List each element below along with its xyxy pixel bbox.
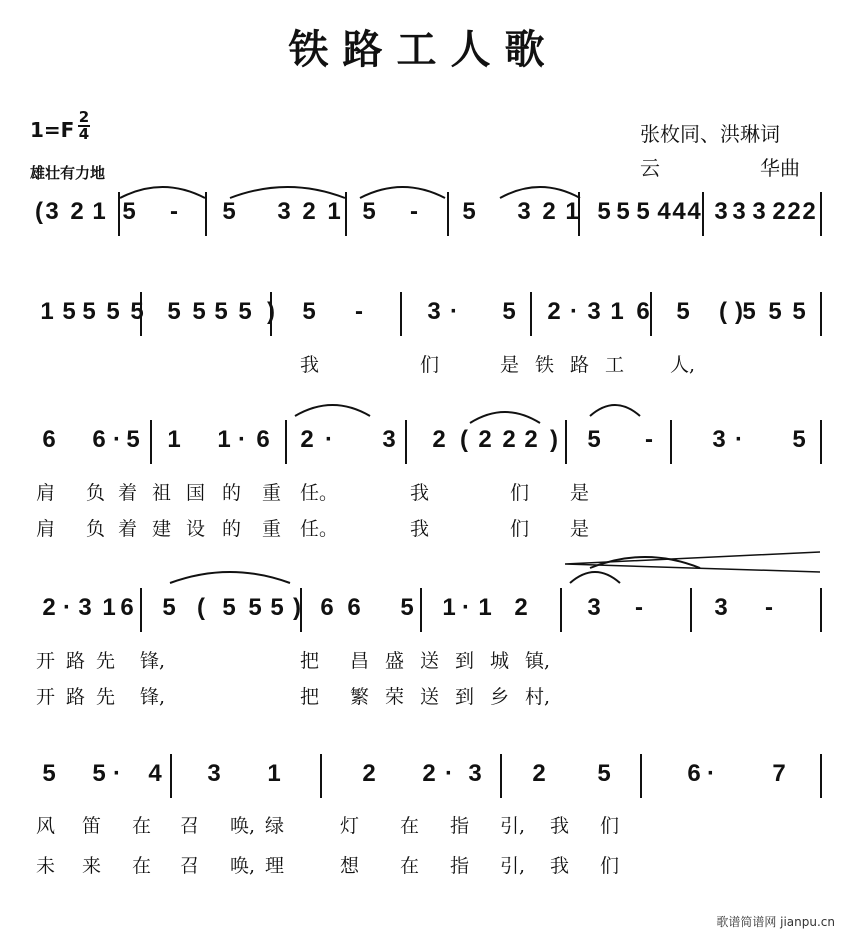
note-2-25: 5 — [792, 298, 806, 325]
lyric-1-4-10: 城 — [490, 650, 510, 672]
lyric-1-3-11: 是 — [570, 482, 590, 504]
note-1-28: 2 — [802, 198, 816, 225]
lyric-2-3-10: 们 — [510, 518, 530, 540]
note-3-4: 5 — [126, 426, 140, 453]
note-1-22: 4 — [687, 198, 701, 225]
lyric-2-5-9: 指 — [450, 855, 470, 877]
lyric-1-4-1: 开 — [36, 650, 56, 672]
lyric-2-3-8: 任。 — [300, 518, 339, 540]
slur-2 — [230, 187, 345, 198]
slur-5 — [295, 405, 370, 416]
site-watermark: 歌谱简谱网 jianpu.cn — [716, 915, 835, 929]
lyric-1-2-7: 人, — [670, 354, 696, 376]
note-4-7: ( — [197, 594, 205, 621]
lyric-1-2-2: 们 — [420, 354, 440, 376]
note-2-24: 5 — [768, 298, 782, 325]
note-1-3: 2 — [70, 198, 84, 225]
lyric-1-5-2: 笛 — [82, 815, 102, 837]
note-4-12: 6 — [320, 594, 334, 621]
key-label: 1=F — [30, 118, 75, 142]
note-4-18: 2 — [514, 594, 528, 621]
note-3-19: - — [645, 426, 653, 453]
lyric-2-4-5: 把 — [300, 686, 320, 708]
note-4-17: 1 — [478, 594, 492, 621]
note-1-19: 5 — [636, 198, 650, 225]
note-2-10: ) — [267, 298, 275, 325]
crescendo-hairpin — [565, 552, 820, 572]
lyric-1-5-5: 唤, — [230, 815, 256, 837]
lyric-2-3-5: 设 — [186, 518, 206, 540]
lyric-2-3-11: 是 — [570, 518, 590, 540]
note-3-7: · — [238, 426, 246, 453]
lyric-1-3-8: 任。 — [300, 482, 339, 504]
note-4-13: 6 — [347, 594, 361, 621]
composer-credit: 华曲 — [760, 156, 800, 180]
note-3-1: 6 — [42, 426, 56, 453]
note-4-10: 5 — [270, 594, 284, 621]
lyric-2-3-6: 的 — [222, 518, 242, 540]
note-3-6: 1 — [217, 426, 231, 453]
note-3-8: 6 — [256, 426, 270, 453]
note-2-4: 5 — [106, 298, 120, 325]
lyric-2-5-6: 理 — [265, 855, 285, 877]
lyric-1-3-3: 着 — [118, 482, 138, 504]
lyric-1-5-3: 在 — [132, 815, 152, 837]
lyricists-credit: 张枚同、洪琳词 — [640, 122, 780, 146]
lyric-1-4-8: 送 — [420, 650, 440, 672]
note-5-14: · — [707, 760, 715, 787]
note-4-20: - — [635, 594, 643, 621]
note-2-22: ( — [719, 298, 727, 325]
lyric-2-5-7: 想 — [340, 855, 360, 877]
note-3-14: 2 — [478, 426, 492, 453]
note-1-17: 5 — [597, 198, 611, 225]
note-5-4: 4 — [148, 760, 162, 787]
note-2-12: - — [355, 298, 363, 325]
lyric-2-4-2: 路 — [66, 686, 86, 708]
lyric-1-5-4: 召 — [180, 815, 200, 837]
note-4-16: · — [462, 594, 470, 621]
note-1-18: 5 — [616, 198, 630, 225]
note-5-9: · — [445, 760, 453, 787]
note-1-21: 4 — [672, 198, 686, 225]
note-4-3: 3 — [78, 594, 92, 621]
note-3-16: 2 — [524, 426, 538, 453]
note-5-6: 1 — [267, 760, 281, 787]
note-1-11: 5 — [362, 198, 376, 225]
lyric-2-5-12: 们 — [600, 855, 620, 877]
song-title: 铁路工人歌 — [288, 26, 559, 73]
note-1-14: 3 — [517, 198, 531, 225]
note-3-13: ( — [460, 426, 468, 453]
tempo-marking: 雄壮有力地 — [30, 164, 106, 182]
note-5-2: 5 — [92, 760, 106, 787]
lyric-1-3-1: 肩 — [36, 482, 56, 504]
note-4-22: - — [765, 594, 773, 621]
lyric-1-5-12: 们 — [600, 815, 620, 837]
note-4-5: 6 — [120, 594, 134, 621]
note-4-1: 2 — [42, 594, 56, 621]
note-2-19: 1 — [610, 298, 624, 325]
note-1-2: 3 — [45, 198, 59, 225]
note-2-7: 5 — [192, 298, 206, 325]
note-3-20: 3 — [712, 426, 726, 453]
lyric-2-5-2: 来 — [82, 855, 102, 877]
note-3-3: · — [113, 426, 121, 453]
note-5-5: 3 — [207, 760, 221, 787]
note-4-11: ) — [293, 594, 301, 621]
note-1-7: 5 — [222, 198, 236, 225]
lyric-2-3-4: 建 — [152, 518, 172, 540]
note-3-22: 5 — [792, 426, 806, 453]
lyric-2-5-8: 在 — [400, 855, 420, 877]
lyric-1-4-9: 到 — [455, 650, 475, 672]
note-3-15: 2 — [502, 426, 516, 453]
note-2-3: 5 — [82, 298, 96, 325]
lyric-1-2-4: 铁 — [535, 354, 555, 376]
lyric-1-2-5: 路 — [570, 354, 590, 376]
lyric-2-5-1: 未 — [36, 855, 56, 877]
lyric-2-4-9: 到 — [455, 686, 475, 708]
lyric-2-4-8: 送 — [420, 686, 440, 708]
note-1-27: 2 — [787, 198, 801, 225]
lyric-1-2-1: 我 — [300, 354, 320, 376]
lyric-2-3-7: 重 — [262, 518, 282, 540]
note-3-17: ) — [550, 426, 558, 453]
lyric-2-5-4: 召 — [180, 855, 200, 877]
note-5-12: 5 — [597, 760, 611, 787]
note-2-8: 5 — [214, 298, 228, 325]
note-1-6: - — [170, 198, 178, 225]
lyric-1-3-5: 国 — [186, 482, 206, 504]
lyric-2-4-7: 荣 — [385, 686, 405, 708]
note-3-10: · — [325, 426, 333, 453]
note-2-20: 6 — [636, 298, 650, 325]
lyric-2-3-2: 负 — [86, 518, 106, 540]
slur-7 — [590, 405, 640, 416]
lyric-2-5-5: 唤, — [230, 855, 256, 877]
note-2-6: 5 — [167, 298, 181, 325]
slur-1 — [120, 187, 205, 198]
note-5-15: 7 — [772, 760, 786, 787]
lyric-2-4-6: 繁 — [350, 686, 370, 708]
slur-4 — [500, 187, 580, 198]
note-4-9: 5 — [248, 594, 262, 621]
lyric-1-3-2: 负 — [86, 482, 106, 504]
note-3-11: 3 — [382, 426, 396, 453]
note-2-14: · — [450, 298, 458, 325]
note-2-11: 5 — [302, 298, 316, 325]
lyric-2-4-3: 先 — [96, 686, 116, 708]
note-3-18: 5 — [587, 426, 601, 453]
note-2-16: 2 — [547, 298, 561, 325]
lyric-1-3-10: 们 — [510, 482, 530, 504]
note-3-2: 6 — [92, 426, 106, 453]
note-4-21: 3 — [714, 594, 728, 621]
note-2-13: 3 — [427, 298, 441, 325]
slur-9 — [170, 572, 290, 583]
lyric-1-5-6: 绿 — [265, 815, 285, 837]
note-5-3: · — [113, 760, 121, 787]
lyric-1-2-3: 是 — [500, 354, 520, 376]
lyric-1-4-3: 先 — [96, 650, 116, 672]
note-1-1: ( — [35, 198, 43, 225]
note-4-15: 1 — [442, 594, 456, 621]
lyric-1-4-5: 把 — [300, 650, 320, 672]
composer-name: 云 — [640, 156, 660, 180]
lyric-2-5-10: 引, — [500, 855, 526, 877]
note-2-18: 3 — [587, 298, 601, 325]
slur-3 — [360, 187, 445, 198]
note-4-6: 5 — [162, 594, 176, 621]
note-1-23: 3 — [714, 198, 728, 225]
note-2-15: 5 — [502, 298, 516, 325]
lyric-2-4-11: 村, — [525, 686, 551, 708]
note-1-8: 3 — [277, 198, 291, 225]
note-1-4: 1 — [92, 198, 106, 225]
note-1-15: 2 — [542, 198, 556, 225]
note-1-12: - — [410, 198, 418, 225]
lyric-2-5-11: 我 — [550, 855, 570, 877]
note-1-16: 1 — [565, 198, 579, 225]
note-4-2: · — [63, 594, 71, 621]
note-5-10: 3 — [468, 760, 482, 787]
lyric-1-5-8: 在 — [400, 815, 420, 837]
lyric-1-3-9: 我 — [410, 482, 430, 504]
lyric-1-5-9: 指 — [450, 815, 470, 837]
note-5-11: 2 — [532, 760, 546, 787]
lyric-2-4-1: 开 — [36, 686, 56, 708]
lyric-2-3-1: 肩 — [36, 518, 56, 540]
meter-bottom: 4 — [78, 125, 90, 143]
note-4-8: 5 — [222, 594, 236, 621]
note-1-5: 5 — [122, 198, 136, 225]
lyric-1-5-11: 我 — [550, 815, 570, 837]
lyric-1-4-4: 锋, — [140, 650, 166, 672]
note-2-23: 5 — [742, 298, 756, 325]
note-1-25: 3 — [752, 198, 766, 225]
lyric-1-4-7: 盛 — [385, 650, 405, 672]
slur-8 — [570, 572, 620, 583]
lyric-1-3-6: 的 — [222, 482, 242, 504]
lyric-1-2-6: 工 — [605, 354, 625, 376]
lyric-2-4-4: 锋, — [140, 686, 166, 708]
note-2-5: 5 — [130, 298, 144, 325]
note-1-10: 1 — [327, 198, 341, 225]
note-2-1: 1 — [40, 298, 54, 325]
meter-top: 2 — [78, 108, 90, 126]
note-2-21: 5 — [676, 298, 690, 325]
lyric-2-3-9: 我 — [410, 518, 430, 540]
lyric-2-5-3: 在 — [132, 855, 152, 877]
note-1-26: 2 — [772, 198, 786, 225]
lyric-1-4-6: 昌 — [350, 650, 370, 672]
lyric-1-3-4: 祖 — [152, 482, 172, 504]
lyric-1-5-1: 风 — [36, 815, 56, 837]
note-4-19: 3 — [587, 594, 601, 621]
lyric-1-3-7: 重 — [262, 482, 282, 504]
lyric-1-5-7: 灯 — [340, 815, 360, 837]
lyric-1-4-2: 路 — [66, 650, 86, 672]
lyric-2-4-10: 乡 — [490, 686, 510, 708]
note-3-12: 2 — [432, 426, 446, 453]
note-4-4: 1 — [102, 594, 116, 621]
slur-6 — [470, 412, 540, 423]
note-2-17: · — [570, 298, 578, 325]
note-3-9: 2 — [300, 426, 314, 453]
lyric-1-4-11: 镇, — [525, 650, 551, 672]
lyric-2-3-3: 着 — [118, 518, 138, 540]
note-2-2: 5 — [62, 298, 76, 325]
note-2-9: 5 — [238, 298, 252, 325]
note-4-14: 5 — [400, 594, 414, 621]
note-1-13: 5 — [462, 198, 476, 225]
note-5-7: 2 — [362, 760, 376, 787]
note-2-26: ) — [735, 298, 743, 325]
note-3-21: · — [735, 426, 743, 453]
note-3-5: 1 — [167, 426, 181, 453]
note-1-20: 4 — [657, 198, 671, 225]
note-5-13: 6 — [687, 760, 701, 787]
note-1-9: 2 — [302, 198, 316, 225]
lyric-1-5-10: 引, — [500, 815, 526, 837]
note-1-24: 3 — [732, 198, 746, 225]
note-5-1: 5 — [42, 760, 56, 787]
note-5-8: 2 — [422, 760, 436, 787]
